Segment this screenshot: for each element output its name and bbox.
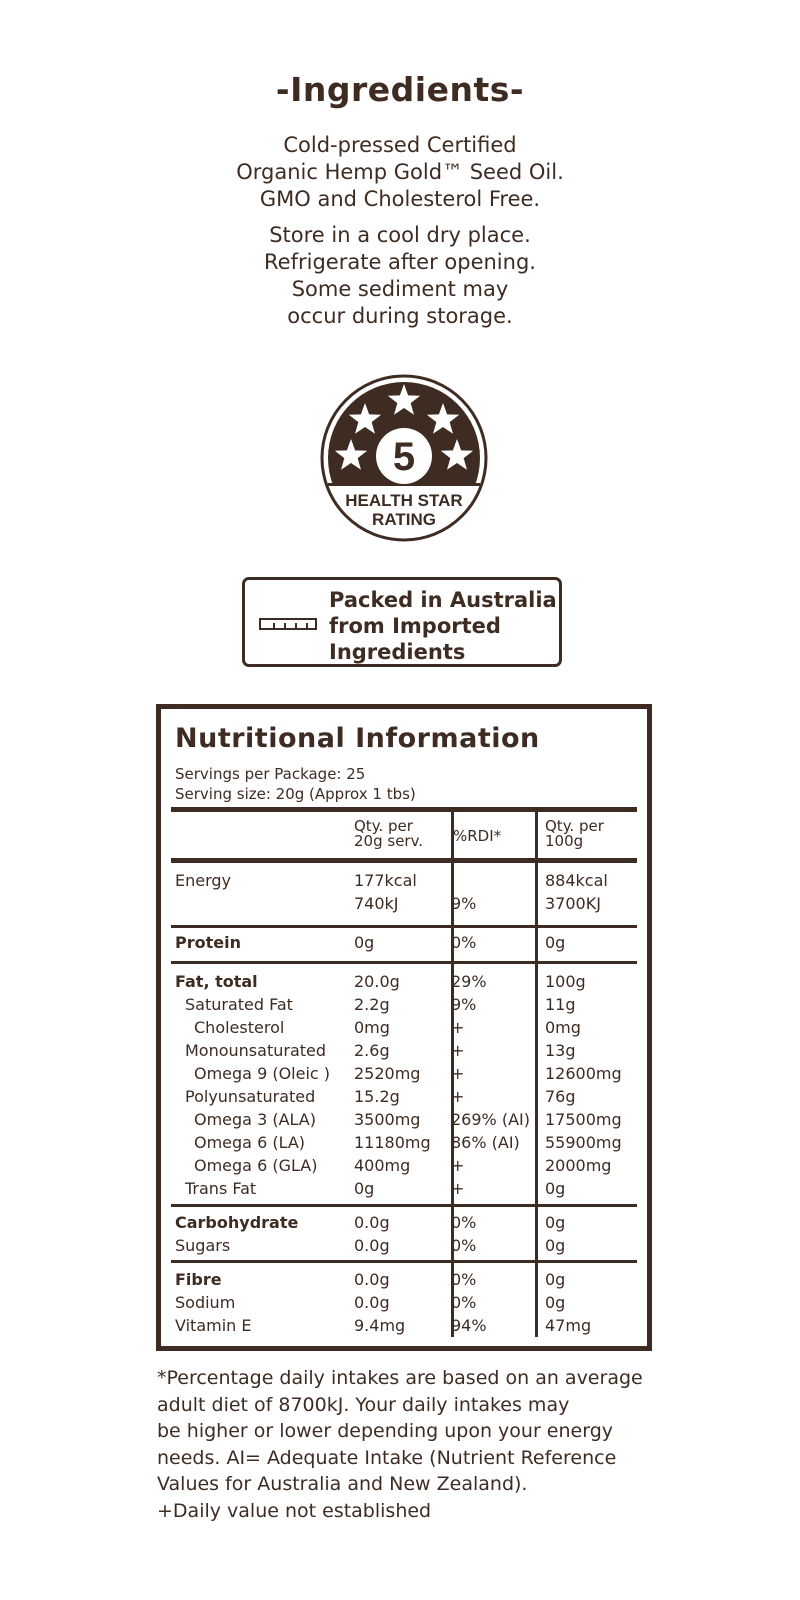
storage-instructions (0, 222, 800, 330)
storage-line: Refrigerate after opening. (264, 250, 536, 274)
nutrition-information-panel (156, 704, 652, 1351)
qty-per-100g: 100g (545, 972, 586, 991)
description-line: Organic Hemp Gold™ Seed Oil. (236, 160, 564, 184)
storage-line: Store in a cool dry place. (269, 223, 531, 247)
nutrient-name: Saturated Fat (185, 995, 293, 1014)
footnote-line: be higher or lower depending upon your energy (157, 1420, 614, 1442)
rdi-percent: + (451, 1179, 465, 1198)
health-star-rating-logo (319, 373, 489, 543)
footnote-line: adult diet of 8700kJ. Your daily intakes may (157, 1393, 570, 1416)
rdi-percent: + (451, 1041, 465, 1060)
ingredients-title: -Ingredients- (275, 70, 525, 109)
header-per-100g (545, 819, 604, 849)
rdi-percent: 9% (451, 995, 477, 1014)
storage-line: Some sediment may (291, 277, 509, 301)
nutrient-name: Omega 9 (Oleic ) (194, 1064, 331, 1083)
rdi-percent: + (451, 1156, 465, 1175)
nutrient-name: Omega 6 (LA) (194, 1133, 306, 1152)
rdi-percent: 0% (451, 1293, 477, 1312)
description-line: Cold-pressed Certified (283, 133, 517, 157)
nutrient-name: Fat, total (175, 972, 258, 991)
table-rule (171, 961, 637, 964)
energy-serv-kcal: 177kcal (354, 871, 417, 890)
qty-per-100g: 11g (545, 995, 576, 1014)
header-per-serving (354, 819, 423, 849)
qty-per-serving: 400mg (354, 1156, 411, 1175)
nutrient-name: Monounsaturated (185, 1041, 327, 1060)
nutrient-name: Trans Fat (185, 1179, 257, 1198)
table-rule (171, 1204, 637, 1207)
energy-label: Energy (175, 871, 232, 890)
header-text: Qty. per (545, 817, 604, 835)
nutrition-title: Nutritional Information (175, 723, 540, 754)
rdi-percent: + (451, 1018, 465, 1037)
qty-per-100g: 0mg (545, 1018, 581, 1037)
qty-per-100g: 0g (545, 1213, 566, 1232)
header-text: 20g serv. (354, 832, 424, 850)
servings-per-package: Servings per Package: 25 (175, 765, 366, 783)
qty-per-100g: 0g (545, 1236, 566, 1255)
nutrient-name: Vitamin E (175, 1316, 252, 1335)
energy-per100-kj: 3700KJ (545, 894, 601, 913)
serving-size: Serving size: 20g (Approx 1 tbs) (175, 785, 416, 803)
footnote-line: +Daily value not established (157, 1499, 432, 1522)
packed-line: from Imported (329, 614, 501, 638)
qty-per-serving: 0.0g (354, 1293, 390, 1312)
packed-text (329, 587, 557, 665)
rating-label-line1: HEALTH STAR (345, 491, 463, 510)
qty-per-serving: 2520mg (354, 1064, 421, 1083)
rdi-percent: 0% (451, 1213, 477, 1232)
qty-per-100g: 13g (545, 1041, 576, 1060)
packed-in-australia-label (242, 577, 562, 667)
qty-per-100g: 2000mg (545, 1156, 612, 1175)
footnote-line: needs. AI= Adequate Intake (Nutrient Reference (157, 1446, 617, 1469)
health-star-rating-badge (319, 373, 489, 543)
nutrient-name: Omega 6 (GLA) (194, 1156, 318, 1175)
qty-per-100g: 0g (545, 1179, 566, 1198)
rdi-percent: + (451, 1064, 465, 1083)
storage-line: occur during storage. (287, 304, 513, 328)
header-rdi: %RDI* (453, 827, 502, 845)
table-rule (171, 925, 637, 928)
energy-per100-kcal: 884kcal (545, 871, 608, 890)
ruler-bar-icon (259, 618, 317, 630)
header-text: Qty. per (354, 817, 413, 835)
description-line: GMO and Cholesterol Free. (259, 187, 541, 211)
qty-per-serving: 0mg (354, 1018, 390, 1037)
qty-per-serving: 0.0g (354, 1213, 390, 1232)
table-rule (171, 1260, 637, 1263)
qty-per-100g: 0g (545, 1293, 566, 1312)
rating-label-line2: RATING (372, 510, 436, 529)
rdi-percent: 29% (451, 972, 487, 991)
footnote (157, 1365, 643, 1524)
nutrient-name: Protein (175, 933, 241, 952)
rdi-percent: + (451, 1087, 465, 1106)
energy-rdi: 9% (451, 894, 477, 913)
qty-per-serving: 2.6g (354, 1041, 390, 1060)
nutrient-name: Cholesterol (194, 1018, 285, 1037)
qty-per-100g: 12600mg (545, 1064, 622, 1083)
qty-per-serving: 3500mg (354, 1110, 421, 1129)
qty-per-serving: 20.0g (354, 972, 400, 991)
qty-per-serving: 0g (354, 1179, 375, 1198)
ingredients-description (0, 132, 800, 213)
table-rule (171, 807, 637, 812)
nutrient-name: Sodium (175, 1293, 236, 1312)
qty-per-serving: 0g (354, 933, 375, 952)
nutrient-name: Polyunsaturated (185, 1087, 316, 1106)
column-rule (535, 863, 538, 1337)
qty-per-serving: 2.2g (354, 995, 390, 1014)
table-rule (171, 858, 637, 863)
nutrient-name: Omega 3 (ALA) (194, 1110, 316, 1129)
qty-per-100g: 0g (545, 1270, 566, 1289)
qty-per-100g: 17500mg (545, 1110, 622, 1129)
column-rule (535, 812, 538, 858)
rdi-percent: 0% (451, 1270, 477, 1289)
header-text: 100g (545, 832, 584, 850)
packed-line: Packed in Australia (329, 588, 557, 612)
rating-number: 5 (392, 435, 416, 479)
qty-per-serving: 9.4mg (354, 1316, 406, 1335)
footnote-line: Values for Australia and New Zealand). (157, 1473, 528, 1495)
footnote-line: *Percentage daily intakes are based on an average (157, 1367, 643, 1389)
qty-per-100g: 47mg (545, 1316, 592, 1335)
rdi-percent: 0% (451, 1236, 477, 1255)
qty-per-serving: 0.0g (354, 1270, 390, 1289)
nutrient-name: Sugars (175, 1236, 231, 1255)
qty-per-serving: 15.2g (354, 1087, 400, 1106)
qty-per-100g: 76g (545, 1087, 576, 1106)
qty-per-serving: 11180mg (354, 1133, 431, 1152)
qty-per-serving: 0.0g (354, 1236, 390, 1255)
rdi-percent: 269% (AI) (451, 1110, 530, 1129)
packed-line: Ingredients (329, 640, 466, 664)
qty-per-100g: 0g (545, 933, 566, 952)
qty-per-100g: 55900mg (545, 1133, 622, 1152)
rdi-percent: 86% (AI) (451, 1133, 520, 1152)
energy-serv-kj: 740kJ (354, 894, 399, 913)
nutrient-name: Fibre (175, 1270, 222, 1289)
rdi-percent: 0% (451, 933, 477, 952)
nutrient-name: Carbohydrate (175, 1213, 299, 1232)
rdi-percent: 94% (451, 1316, 487, 1335)
